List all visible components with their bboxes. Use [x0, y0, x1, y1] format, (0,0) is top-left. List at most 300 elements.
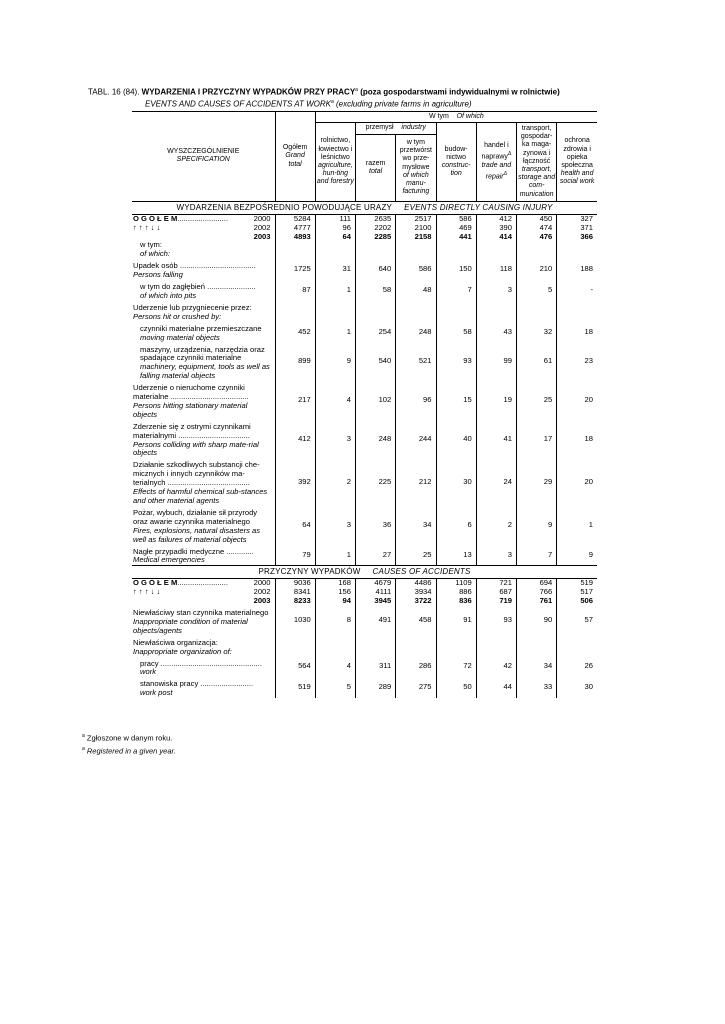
events-row-label	[132, 458, 275, 506]
value-cell	[396, 636, 436, 657]
value-cell: 586	[396, 259, 436, 280]
value-cell	[356, 241, 396, 259]
events-row-label	[132, 301, 275, 322]
value-cell: 217	[275, 381, 315, 420]
value-cell: 392	[275, 458, 315, 506]
value-cell: 311	[356, 657, 396, 678]
events-row-label-pl: Pożar, wybuch, działanie sił przyrody oraz awarie czynnika materialnego	[133, 507, 258, 526]
value-cell: 43	[476, 322, 516, 343]
events-total-row	[132, 214, 597, 223]
title-pl: WYDARZENIA I PRZYCZYNY WYPADKÓW PRZY PRACY	[141, 87, 356, 97]
value-cell: 474	[517, 224, 557, 233]
value-cell: 517	[557, 588, 597, 597]
causes-row-label-en: Inappropriate condition of material objects/agents	[133, 616, 248, 635]
value-cell: 25	[396, 545, 436, 566]
value-cell: 34	[396, 506, 436, 545]
causes-total-dots: ........................	[177, 578, 228, 588]
events-row-label-pl: Działanie szkodliwych substancji che-micznych i innych czynników ma-terialnych .......................................	[133, 460, 260, 488]
value-cell: 412	[275, 420, 315, 459]
value-cell	[517, 636, 557, 657]
section-events-pl: WYDARZENIA BEZPOŚREDNIO POWODUJĄCE URAZY	[176, 202, 393, 212]
value-cell: 3722	[396, 597, 436, 606]
events-total-row	[132, 224, 597, 233]
of-which-label	[132, 241, 275, 259]
value-cell: 469	[436, 224, 476, 233]
events-row	[132, 322, 597, 343]
value-cell: 29	[517, 458, 557, 506]
events-total-year: 2000	[253, 213, 271, 223]
footnote-pl-mark: a	[82, 733, 85, 739]
value-cell: 564	[275, 657, 315, 678]
header-transport-pl: transport, gospodar-ka maga-zynowa i łączność	[520, 125, 553, 165]
value-cell: 36	[356, 506, 396, 545]
events-row-label-pl: Upadek osób ....................................	[133, 261, 256, 271]
value-cell: 540	[356, 343, 396, 382]
causes-row-label-en: Inappropriate organization of:	[133, 646, 232, 656]
value-cell: 640	[356, 259, 396, 280]
section-causes-cell	[132, 566, 597, 579]
causes-total-label-wrap	[133, 588, 271, 597]
value-cell: 13	[436, 545, 476, 566]
value-cell: 15	[436, 381, 476, 420]
value-cell: 34	[517, 657, 557, 678]
header-trade-mark-en: Δ	[503, 171, 507, 178]
causes-row-label-en: work	[140, 667, 157, 677]
value-cell: 1	[315, 545, 355, 566]
header-manuf-pl: w tym przetwórst wo prze-mysłowe	[399, 139, 433, 171]
value-cell: 64	[315, 233, 355, 242]
events-total-label-wrap	[133, 224, 271, 233]
footnote-en-text: Registered in a given year.	[86, 746, 176, 756]
events-row	[132, 381, 597, 420]
header-manufacturing	[396, 134, 436, 201]
value-cell	[517, 301, 557, 322]
value-cell: 5	[315, 677, 355, 698]
value-cell: 275	[396, 677, 436, 698]
header-industry	[356, 123, 437, 135]
value-cell: 450	[517, 214, 557, 223]
value-cell: 72	[436, 657, 476, 678]
value-cell: 3	[315, 420, 355, 459]
value-cell	[356, 636, 396, 657]
value-cell: 50	[436, 677, 476, 698]
table-subtitle	[145, 99, 472, 109]
events-row-label-en: Effects of harmful chemical sub-stances and other material agents	[133, 487, 268, 506]
events-row-label	[132, 322, 275, 343]
causes-row	[132, 657, 597, 678]
data-table	[132, 111, 597, 698]
value-cell	[396, 241, 436, 259]
footnote-pl-text: Zgłoszone w danym roku.	[86, 733, 173, 743]
value-cell: 1030	[275, 606, 315, 636]
causes-row	[132, 677, 597, 698]
causes-total-year: 2002	[253, 587, 271, 597]
events-row	[132, 420, 597, 459]
value-cell: 886	[436, 588, 476, 597]
value-cell: 289	[356, 677, 396, 698]
value-cell: 476	[517, 233, 557, 242]
value-cell: 761	[517, 597, 557, 606]
value-cell: 102	[356, 381, 396, 420]
header-health-pl: ochrona zdrowia i opieka społeczna	[561, 137, 593, 169]
value-cell: 327	[557, 214, 597, 223]
header-of-which-pl: W tym	[428, 112, 449, 120]
section-events-cell	[132, 201, 597, 214]
events-row-label-en: Persons hit or crushed by:	[133, 311, 222, 321]
value-cell: 2100	[396, 224, 436, 233]
events-row-label-pl: Uderzenie o nieruchome czynniki materialne .....................................	[133, 383, 249, 402]
value-cell: 441	[436, 233, 476, 242]
value-cell: 99	[476, 343, 516, 382]
events-total-title: O G Ó Ł E M	[133, 213, 178, 223]
value-cell: 61	[517, 343, 557, 382]
causes-total-year: 2000	[253, 578, 271, 588]
value-cell: 30	[557, 677, 597, 698]
events-row	[132, 506, 597, 545]
events-row	[132, 259, 597, 280]
value-cell: 94	[315, 597, 355, 606]
value-cell	[436, 241, 476, 259]
value-cell: 40	[436, 420, 476, 459]
table-header	[132, 112, 597, 202]
header-trade-mark: Δ	[507, 151, 512, 158]
value-cell: 4111	[356, 588, 396, 597]
footnote-en	[82, 746, 176, 756]
value-cell: 2285	[356, 233, 396, 242]
value-cell: 91	[436, 606, 476, 636]
value-cell: 3	[315, 506, 355, 545]
value-cell: 7	[517, 545, 557, 566]
value-cell: 30	[436, 458, 476, 506]
causes-total-row	[132, 579, 597, 588]
value-cell: 58	[356, 280, 396, 301]
causes-row-label-pl: Niewłaściwa organizacja:	[133, 637, 218, 647]
events-row-label	[132, 280, 275, 301]
value-cell: 719	[476, 597, 516, 606]
value-cell: 9	[517, 506, 557, 545]
header-manuf-en: of which manu-facturing	[402, 171, 430, 196]
events-total-row	[132, 233, 597, 242]
value-cell: 6	[436, 506, 476, 545]
header-ind-total-pl: razem	[365, 159, 386, 167]
value-cell: -	[557, 280, 597, 301]
header-total-en1: Grand	[285, 152, 305, 160]
header-construction	[436, 123, 476, 202]
value-cell: 694	[517, 579, 557, 588]
header-spec-pl: WYSZCZEGÓLNIENIE	[167, 148, 240, 156]
of-which-pl: w tym:	[140, 240, 162, 250]
value-cell: 519	[557, 579, 597, 588]
causes-row	[132, 606, 597, 636]
value-cell: 44	[476, 677, 516, 698]
value-cell: 5	[517, 280, 557, 301]
value-cell	[275, 301, 315, 322]
value-cell: 8341	[275, 588, 315, 597]
events-total-year: 2002	[253, 222, 271, 232]
value-cell: 33	[517, 677, 557, 698]
value-cell: 899	[275, 343, 315, 382]
events-row-label-pl: Zderzenie się z ostrymi czynnikami materialnymi ..................................	[133, 421, 251, 440]
value-cell: 4	[315, 657, 355, 678]
header-industry-pl: przemysł	[365, 124, 394, 132]
events-row	[132, 280, 597, 301]
header-total	[275, 112, 315, 202]
value-cell: 452	[275, 322, 315, 343]
header-trade	[476, 123, 516, 202]
value-cell	[517, 241, 557, 259]
value-cell: 2517	[396, 214, 436, 223]
value-cell	[275, 241, 315, 259]
value-cell: 79	[275, 545, 315, 566]
value-cell	[315, 636, 355, 657]
section-causes-en: CAUSES OF ACCIDENTS	[372, 567, 471, 577]
value-cell	[476, 241, 516, 259]
header-agri-pl: rolnictwo, łowiectwo i leśnictwo	[318, 137, 353, 161]
value-cell	[315, 301, 355, 322]
value-cell: 58	[436, 322, 476, 343]
value-cell: 212	[396, 458, 436, 506]
header-of-which	[315, 112, 597, 123]
value-cell: 286	[396, 657, 436, 678]
causes-total-row	[132, 597, 597, 606]
events-row-label	[132, 343, 275, 382]
value-cell: 586	[436, 214, 476, 223]
causes-row-label-pl: pracy ................................................	[140, 658, 262, 668]
events-row-label-pl: Nagłe przypadki medyczne .............	[133, 546, 254, 556]
footnote-pl	[82, 733, 172, 743]
value-cell: 111	[315, 214, 355, 223]
value-cell: 2635	[356, 214, 396, 223]
value-cell: 57	[557, 606, 597, 636]
of-which-row	[132, 241, 597, 259]
value-cell: 3934	[396, 588, 436, 597]
value-cell: 244	[396, 420, 436, 459]
value-cell: 9	[557, 545, 597, 566]
events-row-label-en: of which into pits	[140, 290, 197, 300]
value-cell: 118	[476, 259, 516, 280]
value-cell: 390	[476, 224, 516, 233]
value-cell: 17	[517, 420, 557, 459]
value-cell: 506	[557, 597, 597, 606]
value-cell: 721	[476, 579, 516, 588]
value-cell: 32	[517, 322, 557, 343]
value-cell: 9036	[275, 579, 315, 588]
value-cell	[476, 301, 516, 322]
table-body	[132, 201, 597, 698]
header-specification	[132, 112, 275, 202]
events-row-label-en: Persons falling	[133, 270, 183, 280]
value-cell: 87	[275, 280, 315, 301]
section-causes-pl: PRZYCZYNY WYPADKÓW	[258, 567, 361, 577]
value-cell: 25	[517, 381, 557, 420]
value-cell: 3	[476, 545, 516, 566]
value-cell	[557, 241, 597, 259]
events-total-name	[133, 224, 160, 233]
value-cell: 366	[557, 233, 597, 242]
value-cell: 766	[517, 588, 557, 597]
value-cell: 64	[275, 506, 315, 545]
header-health	[557, 123, 597, 202]
value-cell: 2	[315, 458, 355, 506]
value-cell: 31	[315, 259, 355, 280]
events-total-dots: ........................	[177, 213, 228, 223]
causes-total-name	[133, 588, 160, 597]
header-health-en: health and social work	[559, 170, 595, 186]
value-cell: 26	[557, 657, 597, 678]
value-cell	[275, 636, 315, 657]
events-row-label	[132, 259, 275, 280]
value-cell: 20	[557, 458, 597, 506]
value-cell: 687	[476, 588, 516, 597]
causes-total-year: 2003	[253, 596, 271, 606]
events-row	[132, 545, 597, 566]
value-cell: 2202	[356, 224, 396, 233]
value-cell: 5284	[275, 214, 315, 223]
header-transport	[517, 123, 557, 202]
causes-row-label	[132, 606, 275, 636]
events-row-label-en: Fires, explosions, natural disasters as well as failures of material objects	[133, 525, 261, 544]
header-spec-en: SPECIFICATION	[176, 156, 230, 164]
value-cell: 371	[557, 224, 597, 233]
events-row-label-pl: maszyny, urządzenia, narzędzia oraz spadające czynniki materialne	[140, 344, 265, 363]
causes-total-row	[132, 588, 597, 597]
value-cell: 458	[396, 606, 436, 636]
section-events-en: EVENTS DIRECTLY CAUSING INJURY	[404, 202, 553, 212]
value-cell: 93	[476, 606, 516, 636]
value-cell: 96	[315, 224, 355, 233]
events-total-sublabel: ↑ ↑ ↑ ↓ ↓	[133, 222, 161, 232]
events-row-label-en: Medical emergencies	[133, 555, 205, 565]
value-cell: 23	[557, 343, 597, 382]
events-row	[132, 343, 597, 382]
value-cell: 2	[476, 506, 516, 545]
value-cell: 168	[315, 579, 355, 588]
header-total-en2: total	[288, 160, 302, 168]
value-cell: 1109	[436, 579, 476, 588]
value-cell: 18	[557, 420, 597, 459]
value-cell: 41	[476, 420, 516, 459]
events-row-label-en: Persons colliding with sharp mate-rial objects	[133, 439, 259, 458]
value-cell: 8233	[275, 597, 315, 606]
header-trade-en: trade and repair	[481, 161, 512, 181]
header-of-which-en: Of which	[456, 112, 484, 120]
value-cell: 412	[476, 214, 516, 223]
value-cell: 188	[557, 259, 597, 280]
value-cell	[557, 301, 597, 322]
of-which-en: of which:	[140, 249, 170, 259]
value-cell: 254	[356, 322, 396, 343]
value-cell: 19	[476, 381, 516, 420]
table-title	[88, 85, 688, 98]
value-cell: 24	[476, 458, 516, 506]
table-number: TABL. 16 (84).	[88, 87, 140, 97]
causes-row-label	[132, 677, 275, 698]
value-cell: 414	[476, 233, 516, 242]
header-trade-pl: handel i naprawy	[481, 142, 509, 161]
causes-row-label	[132, 657, 275, 678]
value-cell: 2158	[396, 233, 436, 242]
causes-total-label	[132, 597, 275, 606]
value-cell: 4679	[356, 579, 396, 588]
value-cell: 248	[396, 322, 436, 343]
title-note-en: (excluding private farms in agriculture)	[335, 99, 472, 109]
section-events	[132, 201, 597, 214]
value-cell: 521	[396, 343, 436, 382]
header-transport-en: transport, storage and com-munication	[518, 166, 556, 198]
causes-total-sublabel: ↑ ↑ ↑ ↓ ↓	[133, 587, 161, 597]
events-row-label-en: machinery, equipment, tools as well as falling material objects	[140, 362, 270, 381]
value-cell: 491	[356, 606, 396, 636]
value-cell: 90	[517, 606, 557, 636]
value-cell: 48	[396, 280, 436, 301]
events-row-label	[132, 420, 275, 459]
footnote-en-mark: a	[82, 746, 85, 752]
value-cell: 4893	[275, 233, 315, 242]
events-row-label	[132, 506, 275, 545]
header-total-pl: Ogółem	[282, 144, 308, 152]
value-cell: 18	[557, 322, 597, 343]
value-cell: 8	[315, 606, 355, 636]
value-cell	[396, 301, 436, 322]
value-cell: 4777	[275, 224, 315, 233]
causes-row	[132, 636, 597, 657]
value-cell: 3945	[356, 597, 396, 606]
section-causes	[132, 566, 597, 579]
events-row-label-pl: w tym do zagłębień .......................	[140, 282, 256, 292]
value-cell: 4486	[396, 579, 436, 588]
value-cell	[557, 636, 597, 657]
events-row-label	[132, 545, 275, 566]
value-cell: 248	[356, 420, 396, 459]
events-row	[132, 301, 597, 322]
value-cell	[315, 241, 355, 259]
value-cell: 96	[396, 381, 436, 420]
events-row-label-pl: czynniki materialne przemieszczane	[140, 323, 262, 333]
value-cell: 9	[315, 343, 355, 382]
events-total-year: 2003	[253, 231, 271, 241]
title-note-pl: (poza gospodarstwami indywidualnymi w rolnictwie)	[360, 87, 560, 97]
value-cell: 1	[557, 506, 597, 545]
value-cell: 20	[557, 381, 597, 420]
causes-total-title: O G Ó Ł E M	[133, 578, 178, 588]
header-agriculture	[315, 123, 355, 202]
causes-row-label-pl: Niewłaściwy stan czynnika materialnego	[133, 607, 269, 617]
events-row-label-en: moving material objects	[140, 332, 220, 342]
causes-row-label-en: work post	[140, 688, 173, 698]
value-cell: 93	[436, 343, 476, 382]
value-cell: 519	[275, 677, 315, 698]
causes-row-label	[132, 636, 275, 657]
value-cell: 1	[315, 322, 355, 343]
value-cell: 3	[476, 280, 516, 301]
value-cell	[356, 301, 396, 322]
title-en: EVENTS AND CAUSES OF ACCIDENTS AT WORK	[145, 99, 331, 109]
value-cell	[476, 636, 516, 657]
value-cell: 225	[356, 458, 396, 506]
header-industry-total	[356, 134, 396, 201]
value-cell: 156	[315, 588, 355, 597]
value-cell: 7	[436, 280, 476, 301]
value-cell	[436, 636, 476, 657]
events-row-label-en: Persons hitting stationary material objects	[133, 400, 248, 419]
events-row-label	[132, 381, 275, 420]
causes-row-label-pl: stanowiska pracy .........................	[140, 679, 254, 689]
subtitle-footnote-mark: a	[330, 99, 334, 105]
value-cell: 150	[436, 259, 476, 280]
header-constr-en: construc-tion	[441, 161, 471, 178]
value-cell: 210	[517, 259, 557, 280]
header-industry-en: industry	[401, 124, 426, 132]
